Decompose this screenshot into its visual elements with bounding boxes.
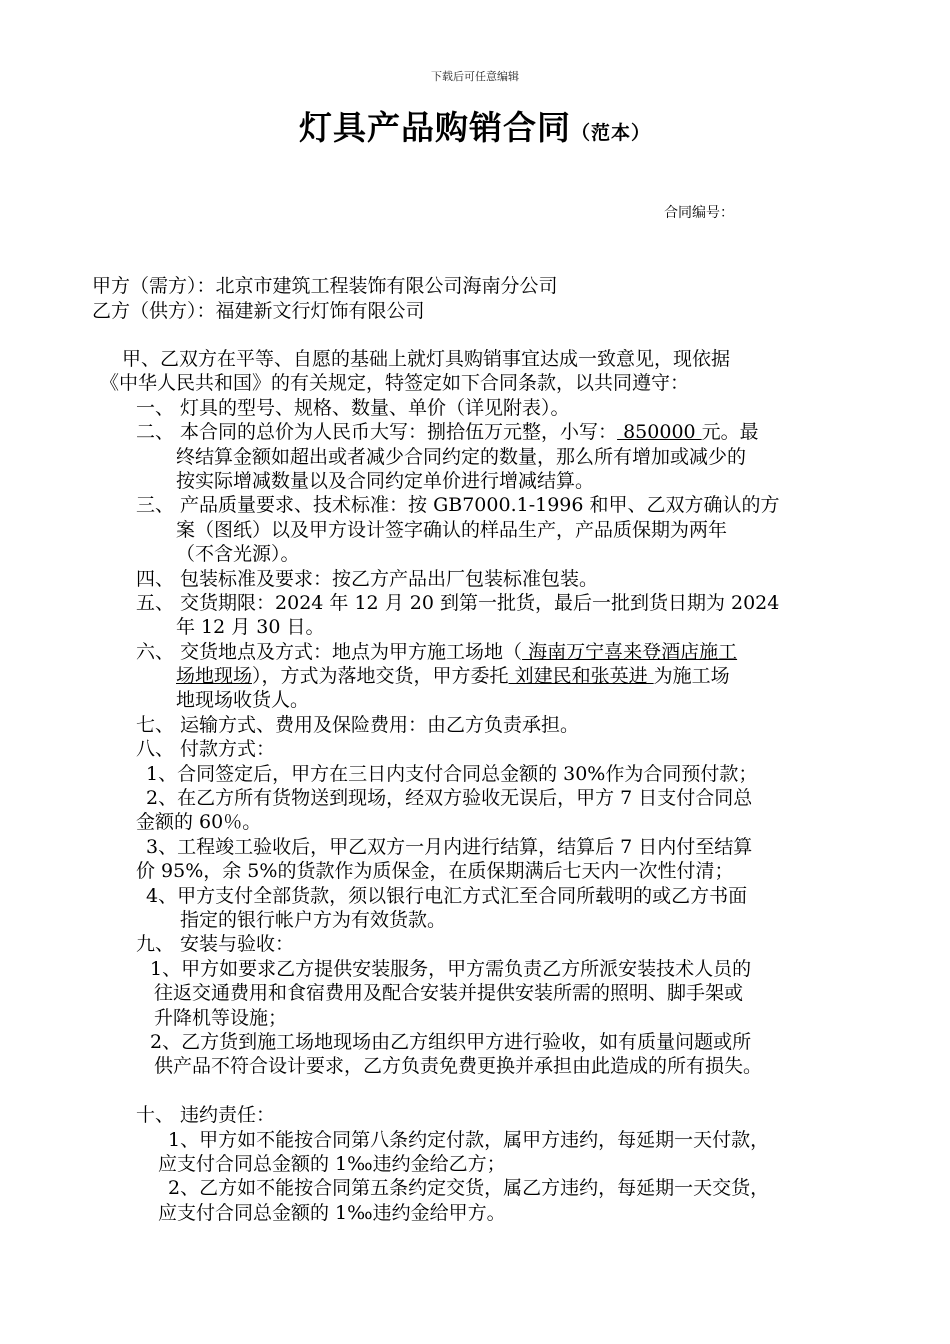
contract-line [92,981,862,1005]
line-text: 价 95%，余 5%的货款作为质保金，在质保期满后七天内一次性付清； [136,860,734,883]
title-suffix: （范本） [570,122,651,144]
underlined-field: 850000 [617,421,702,444]
line-text: （不含光源）。 [176,543,300,566]
contract-line [92,762,862,786]
contract-line [92,1152,862,1176]
contract-number-label: 合同编号： [664,205,734,221]
contract-line [92,737,862,761]
line-text: 1、合同签定后，甲方在三日内支付合同总金额的 30%作为合同预付款； [146,762,758,785]
line-text: 《中华人民共和国》的有关规定，特签定如下合同条款，以共同遵守： [100,372,690,395]
line-text: 1、甲方如要求乙方提供安装服务，甲方需负责乙方所派安装技术人员的 [150,957,752,980]
line-text: 2、在乙方所有货物送到现场，经双方验收无误后，甲方 7 日支付合同总 [146,787,753,810]
line-text: 1、甲方如不能按合同第八条约定付款，属甲方违约，每延期一天付款， [168,1128,770,1151]
contract-line [92,713,862,737]
contract-line [92,908,862,932]
line-text: 七、 运输方式、费用及保险费用：由乙方负责承担。 [136,713,580,736]
line-text: 地现场收货人。 [176,689,310,712]
page-title [0,102,950,149]
line-text: 案（图纸）以及甲方设计签字确认的样品生产，产品质保期为两年 [176,518,728,541]
contract-line [92,1176,862,1200]
line-text: 二、 本合同的总价为人民币大写：捌拾伍万元整，小写： [136,421,618,444]
line-text: 指定的银行帐户方为有效货款。 [180,908,447,931]
contract-line [92,640,862,664]
line-text: 终结算金额如超出或者减少合同约定的数量，那么所有增加或减少的 [176,445,747,468]
line-text: 年 12 月 30 日。 [176,616,325,639]
contract-line [92,1079,862,1103]
line-text: 应支付合同总金额的 1‰违约金给甲方。 [158,1201,506,1224]
line-text: 往返交通费用和食宿费用及配合安装并提供安装所需的照明、脚手架或 [154,982,744,1005]
contract-line [92,1103,862,1127]
contract-line [92,957,862,981]
line-text: ），方式为落地交货，甲方委托 [252,665,509,688]
contract-body [92,347,862,1225]
contract-line [92,1054,862,1078]
party-b: 乙方（供方）：福建新文行灯饰有限公司 [92,300,425,322]
contract-line [92,591,862,615]
line-text: 十、 违约责任： [136,1104,276,1127]
title-main: 灯具产品购销合同 [298,108,571,147]
contract-line [92,347,862,371]
contract-line [92,835,862,859]
line-text: 金额的 60％。 [136,811,262,834]
line-text: 为施工场 [653,665,730,688]
contract-line [92,884,862,908]
line-text: 九、 安装与验收： [136,933,295,956]
contract-line [92,469,862,493]
line-text: 按实际增减数量以及合同约定单价进行增减结算。 [176,469,595,492]
underlined-field: 刘建民和张英进 [508,665,654,688]
line-text: 六、 交货地点及方式：地点为甲方施工场地（ [136,640,523,663]
party-a: 甲方（需方）：北京市建筑工程装饰有限公司海南分公司 [92,275,558,297]
contract-line [92,420,862,444]
line-text: 八、 付款方式： [136,738,276,761]
contract-line [92,664,862,688]
contract-line [92,688,862,712]
contract-line [92,518,862,542]
line-text: 四、 包装标准及要求：按乙方产品出厂包装标准包装。 [136,567,599,590]
line-text: 三、 产品质量要求、技术标准：按 GB7000.1-1996 和甲、乙双方确认的方 [136,494,780,517]
line-text: 升降机等设施； [154,1006,288,1029]
contract-line [92,445,862,469]
underlined-field: 场地现场 [176,665,253,688]
contract-line [92,859,862,883]
contract-line [92,615,862,639]
contract-line [92,542,862,566]
contract-line [92,371,862,395]
contract-line [92,932,862,956]
contract-line [92,1030,862,1054]
line-text: 2、乙方如不能按合同第五条约定交货，属乙方违约，每延期一天交货， [168,1177,770,1200]
contract-line [92,493,862,517]
contract-line [92,1128,862,1152]
line-text: 应支付合同总金额的 1‰违约金给乙方； [158,1152,506,1175]
line-text: 五、 交货期限：2024 年 12 月 20 到第一批货，最后一批到货日期为 2024 [136,591,780,614]
line-text: 2、乙方货到施工场地现场由乙方组织甲方进行验收，如有质量问题或所 [150,1030,752,1053]
contract-line [92,810,862,834]
line-text: 4、甲方支付全部货款，须以银行电汇方式汇至合同所载明的或乙方书面 [146,884,748,907]
line-text: 供产品不符合设计要求，乙方负责免费更换并承担由此造成的所有损失。 [154,1055,763,1078]
contract-line [92,1201,862,1225]
underlined-field: 海南万宁喜来登酒店施工 [522,640,738,663]
line-text: 甲、乙双方在平等、自愿的基础上就灯具购销事宜达成一致意见，现依据 [122,348,731,370]
header-note: 下载后可任意编辑 [431,70,519,83]
line-text: 3、工程竣工验收后，甲乙双方一月内进行结算，结算后 7 日内付至结算 [146,835,753,858]
contract-line [92,567,862,591]
line-text: 元。最 [701,421,759,444]
line-text: 一、 灯具的型号、规格、数量、单价（详见附表）。 [136,396,570,419]
contract-line [92,1006,862,1030]
contract-line [92,786,862,810]
contract-line [92,396,862,420]
